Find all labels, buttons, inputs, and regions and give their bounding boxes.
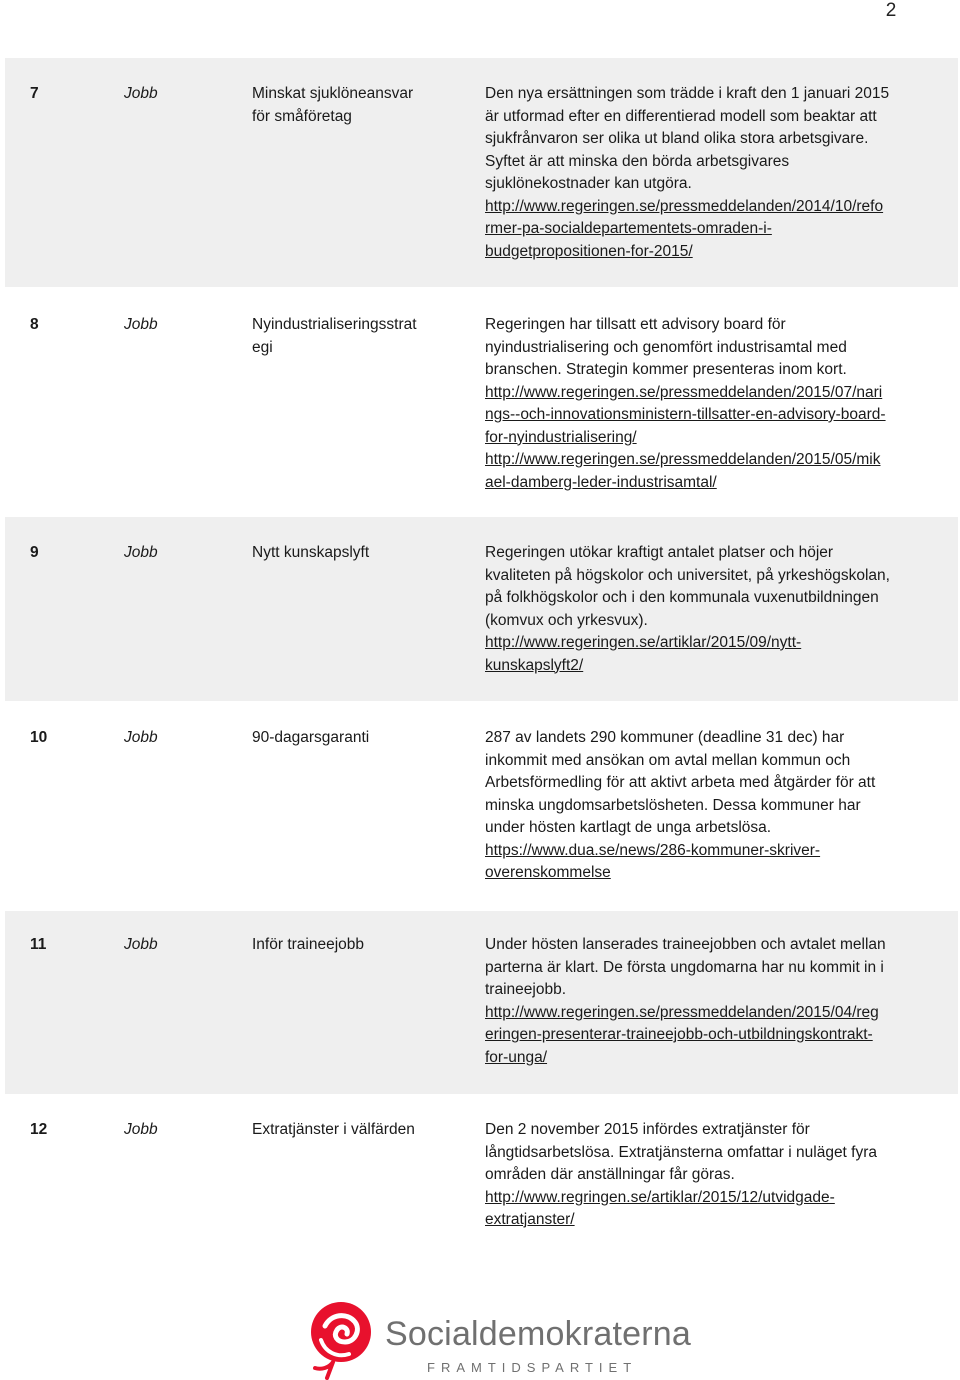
row-description [485,83,947,263]
row-description [485,542,947,677]
description-line: 287 av landets 290 kommuner (deadline 31 dec) har [485,729,845,746]
description-line: minska ungdomsarbetslösheten. Dessa kommuner har [485,796,861,814]
row-category: Jobb [124,85,158,102]
row-title [252,727,442,750]
source-link[interactable]: http://www.regeringen.se/pressmeddelanden/2015/07/nari [485,383,883,401]
description-line: långtidsarbetslösa. Extratjänsterna omfattar i nuläget fyra [485,1143,878,1161]
description-line: Regeringen utökar kraftigt antalet platser och höjer [485,544,834,561]
source-link[interactable]: extratjanster/ [485,1211,575,1228]
logo-wordmark: Socialdemokraterna [385,1315,691,1353]
title-line: Nyindustrialiseringsstrat [252,316,417,333]
title-line: egi [252,338,273,356]
source-link[interactable]: http://www.regeringen.se/artiklar/2015/09/nytt- [485,634,802,651]
description-line: Den nya ersättningen som trädde i kraft den 1 januari 2015 [485,85,890,102]
row-number: 9 [30,544,39,561]
row-category: Jobb [124,544,158,561]
description-line: (komvux och yrkesvux). [485,611,648,629]
row-description [485,934,947,1069]
table-row [5,1096,958,1271]
row-description [485,314,947,494]
source-link[interactable]: ngs--och-innovationsministern-tillsatter-en-advisory-board- [485,406,886,423]
row-description [485,727,947,885]
source-link[interactable]: kunskapslyft2/ [485,656,584,674]
description-line: nyindustrialisering och genomfört industrisamtal med [485,338,847,356]
row-number: 12 [30,1121,48,1138]
title-line: Extratjänster i välfärden [252,1121,415,1138]
row-number: 11 [30,936,47,953]
rose-icon [303,1296,377,1380]
source-link[interactable]: https://www.dua.se/news/286-kommuner-skriver- [485,841,821,859]
description-line: inkommit med ansökan om avtal mellan kommun och [485,751,851,769]
source-link[interactable]: http://www.regeringen.se/pressmeddelanden/2014/10/refo [485,197,884,215]
source-link[interactable]: for-unga/ [485,1048,548,1066]
source-link[interactable]: ael-damberg-leder-industrisamtal/ [485,473,717,491]
description-line: på folkhögskolor och i den kommunala vuxenutbildningen [485,589,879,606]
description-line: områden där anställningar får göras. [485,1166,735,1183]
table-row [5,704,958,909]
source-link[interactable]: http://www.regringen.se/artiklar/2015/12/utvidgade- [485,1188,835,1206]
description-line: sjukfrånvaron ser olika ut bland olika stora arbetsgivare. [485,130,869,147]
title-line: 90-dagarsgaranti [252,729,370,746]
source-link[interactable]: budgetpropositionen-for-2015/ [485,242,693,260]
description-line: kvaliteten på högskolor och universitet, på yrkeshögskolan, [485,566,890,584]
row-category: Jobb [124,936,158,953]
description-line: Den 2 november 2015 infördes extratjänster för [485,1121,810,1138]
table-row [5,517,958,701]
source-link[interactable]: http://www.regeringen.se/pressmeddelanden/2015/05/mik [485,451,881,468]
table-row [5,291,958,515]
table-row [5,911,958,1094]
description-line: sjuklönekostnader kan utgöra. [485,175,692,192]
description-line: Under hösten lanserades traineejobben och avtalet mellan [485,936,886,953]
row-title [252,542,442,565]
description-line: Regeringen har tillsatt ett advisory board för [485,316,786,333]
title-line: Minskat sjuklöneansvar [252,85,414,102]
row-title [252,83,442,128]
source-link[interactable]: overenskommelse [485,864,611,881]
source-link[interactable]: rmer-pa-socialdepartementets-omraden-i- [485,220,772,237]
row-category: Jobb [124,1121,158,1138]
row-number: 10 [30,729,48,746]
source-link[interactable]: eringen-presenterar-traineejobb-och-utbildningskontrakt- [485,1026,873,1043]
description-line: parterna är klart. De första ungdomarna har nu kommit in i [485,958,884,976]
source-link[interactable]: for-nyindustrialisering/ [485,428,637,446]
logo-tagline: FRAMTIDSPARTIET [427,1360,638,1375]
source-link[interactable]: http://www.regeringen.se/pressmeddelanden/2015/04/reg [485,1003,879,1021]
row-description [485,1119,947,1232]
page-number: 2 [885,0,897,21]
row-title [252,314,442,359]
description-line: är utformad efter en differentierad modell som beaktar att [485,107,877,125]
row-number: 7 [30,85,39,102]
description-line: under hösten kartlagt de unga arbetslösa. [485,819,772,836]
row-category: Jobb [124,729,158,746]
description-line: Arbetsförmedling för att aktivt arbeta med åtgärder för att [485,774,876,791]
title-line: Nytt kunskapslyft [252,544,370,561]
title-line: för småföretag [252,107,352,125]
description-line: traineejobb. [485,981,567,998]
row-title [252,934,442,957]
party-logo [303,1296,691,1380]
row-title [252,1119,442,1142]
row-category: Jobb [124,316,158,333]
row-number: 8 [30,316,39,333]
table-row [5,58,958,287]
title-line: Inför traineejobb [252,936,365,953]
description-line: Syftet är att minska den börda arbetsgivares [485,152,790,170]
description-line: branschen. Strategin kommer presenteras inom kort. [485,361,847,378]
